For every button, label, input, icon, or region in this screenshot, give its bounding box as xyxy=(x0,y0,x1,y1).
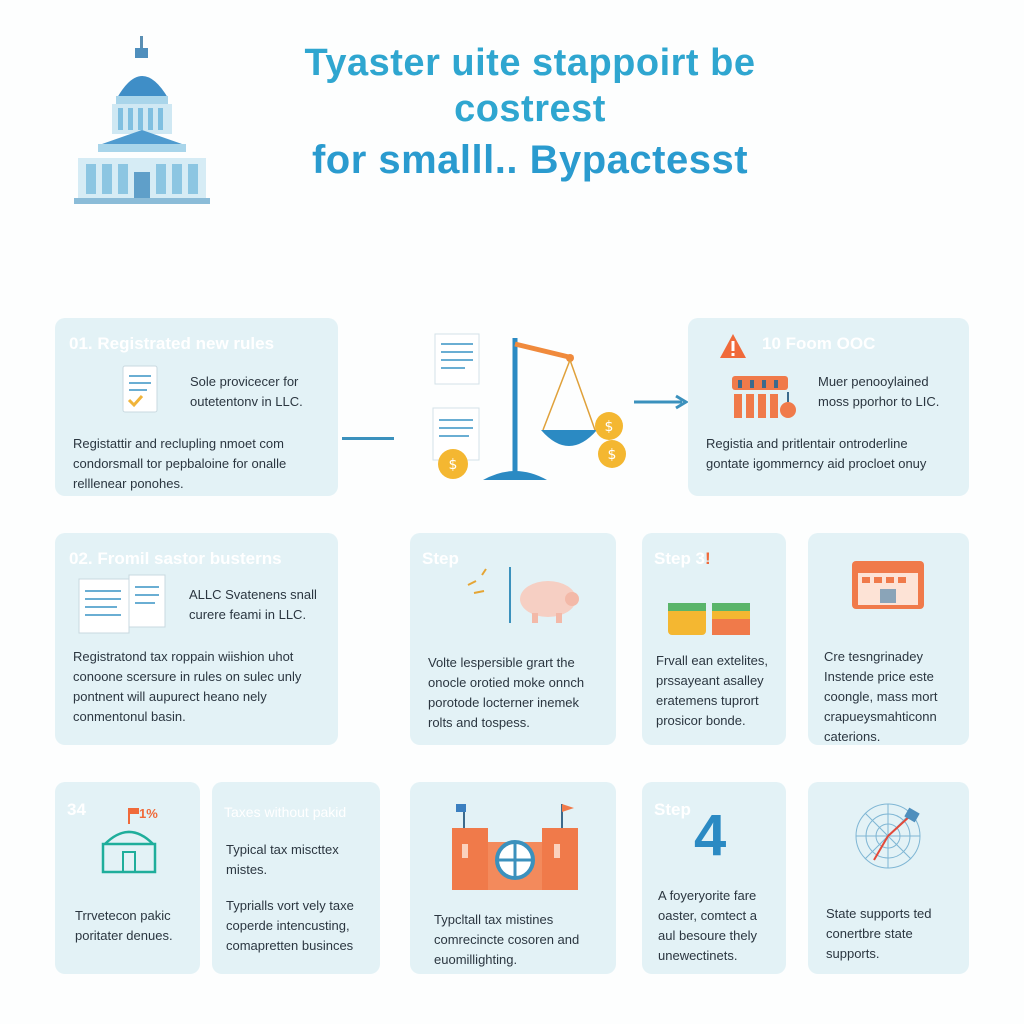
body-line: conoone scersure in rules on sulec unly xyxy=(73,669,302,684)
calendar-icon xyxy=(850,557,926,616)
card-registration-rules xyxy=(55,318,338,496)
body-line: euomillighting. xyxy=(434,952,518,967)
card-side-text xyxy=(818,372,939,412)
card-heading: Step xyxy=(422,549,459,568)
card-state-supports xyxy=(808,782,969,974)
side-line: outetentonv in LLC. xyxy=(190,394,303,409)
card-step-piggy xyxy=(410,533,616,745)
card-body xyxy=(706,434,926,474)
body-line: Typrialls vort vely taxe xyxy=(226,898,354,913)
card-heading xyxy=(654,549,711,569)
title-line-1: Tyaster uite stappoirt be costrest xyxy=(304,42,756,130)
side-line: Muer penooylained xyxy=(818,374,929,389)
body-line: prosicor bonde. xyxy=(656,713,746,728)
card-body xyxy=(434,910,579,970)
body-line: oaster, comtect a xyxy=(658,908,757,923)
body-line: Typcltall tax mistines xyxy=(434,912,554,927)
card-body xyxy=(826,904,932,964)
card-step-4 xyxy=(642,782,786,974)
document-icon xyxy=(121,364,161,421)
body-line: Volte lespersible grart the xyxy=(428,655,575,670)
card-body xyxy=(73,647,301,727)
piggy-bank-icon xyxy=(460,563,590,632)
svg-text:$: $ xyxy=(604,419,614,435)
svg-text:$: $ xyxy=(448,457,458,473)
card-34 xyxy=(55,782,200,974)
card-body xyxy=(824,647,937,747)
body-line: poritater denues. xyxy=(75,928,173,943)
page-title xyxy=(230,40,830,188)
card-calendar xyxy=(808,533,969,745)
step-mark: ! xyxy=(705,549,711,568)
body-line: rolts and tospess. xyxy=(428,715,530,730)
calendar-icon xyxy=(728,370,800,427)
body-line: unewectinets. xyxy=(658,948,738,963)
body-line: coperde intencusting, xyxy=(226,918,350,933)
arrow-right-icon xyxy=(632,392,688,417)
side-line: ALLC Svatenens snall xyxy=(189,587,317,602)
body-line: Registia and pritlentair ontroderline xyxy=(706,436,908,451)
side-line: Sole provicecer for xyxy=(190,374,299,389)
card-side-text xyxy=(189,585,317,625)
body-line: comapretten businces xyxy=(226,938,354,953)
body-line: Frvall ean extelites, xyxy=(656,653,768,668)
body-line: comrecincte cosoren and xyxy=(434,932,580,947)
card-heading: Step xyxy=(654,800,691,819)
body-line: eratemens tuprort xyxy=(656,693,759,708)
body-line: pontnent will aupurect heano nely xyxy=(73,689,267,704)
body-line: crapueysmahticonn xyxy=(824,709,937,724)
document-icon xyxy=(433,334,479,460)
svg-text:$: $ xyxy=(607,447,617,463)
scale-illustration xyxy=(425,330,635,490)
connector-line xyxy=(342,437,394,440)
card-body xyxy=(656,651,768,731)
card-castle xyxy=(410,782,616,974)
body-line: prssayeant asalley xyxy=(656,673,764,688)
body-line: State supports ted xyxy=(826,906,932,921)
body-line: aul besoure thely xyxy=(658,928,758,943)
body-line: supports. xyxy=(826,946,880,961)
card-foom-ooc xyxy=(688,318,969,496)
card-side-text xyxy=(190,372,303,412)
body-line: conmentonul basin. xyxy=(73,709,186,724)
body-line: coongle, mass mort xyxy=(824,689,938,704)
card-heading: 10 Foom OOC xyxy=(762,334,876,353)
card-sastor-busterns xyxy=(55,533,338,745)
card-body xyxy=(73,434,286,494)
card-body xyxy=(658,886,757,966)
radar-icon xyxy=(850,798,926,879)
body-line: Registattir and reclupling nmoet com xyxy=(73,436,284,451)
card-heading: 02. Fromil sastor busterns xyxy=(69,549,282,568)
body-line: gontate igommerncy aid procloet onuy xyxy=(706,456,927,471)
card-heading: 01. Registrated new rules xyxy=(69,334,275,353)
body-line: onocle orotied moke onnch xyxy=(428,675,585,690)
step-number: 4 xyxy=(694,803,727,868)
body-line: condorsmall tor pepbaloine for onalle xyxy=(73,456,287,471)
body-line: conertbre state xyxy=(826,926,913,941)
body-line: caterions. xyxy=(824,729,881,744)
card-step-3 xyxy=(642,533,786,745)
capitol-icon xyxy=(72,32,217,212)
side-line: moss pporhor to LIC. xyxy=(818,394,940,409)
body-line: Cre tesngrinadey xyxy=(824,649,923,664)
card-heading: 34 xyxy=(67,800,86,819)
card-heading: Taxes without pakid xyxy=(224,804,347,820)
jar-icon xyxy=(666,599,754,644)
body-line: mistes. xyxy=(226,862,268,877)
body-line: Typical tax miscttex xyxy=(226,842,339,857)
card-body xyxy=(428,653,584,733)
card-body xyxy=(75,906,173,946)
side-line: curere feami in LLC. xyxy=(189,607,307,622)
body-line: Trrvetecon pakic xyxy=(75,908,171,923)
step-label: Step 3 xyxy=(654,549,706,568)
body-line: Instende price este xyxy=(824,669,934,684)
body-line: A foyeryorite fare xyxy=(658,888,757,903)
castle-icon xyxy=(450,798,580,899)
body-line: porotode locterner inemek xyxy=(428,695,580,710)
body-line: Registratond tax roppain wiishion uhot xyxy=(73,649,294,664)
title-line-2: for smalll.. Bypactesst xyxy=(311,138,749,182)
card-body xyxy=(226,840,354,956)
document-icon xyxy=(77,573,169,640)
badge-label: 1% xyxy=(139,806,158,821)
warning-icon xyxy=(718,332,748,365)
card-taxes-without-paid xyxy=(212,782,380,974)
body-line: relllenear ponohes. xyxy=(73,476,184,491)
building-icon xyxy=(95,804,175,881)
